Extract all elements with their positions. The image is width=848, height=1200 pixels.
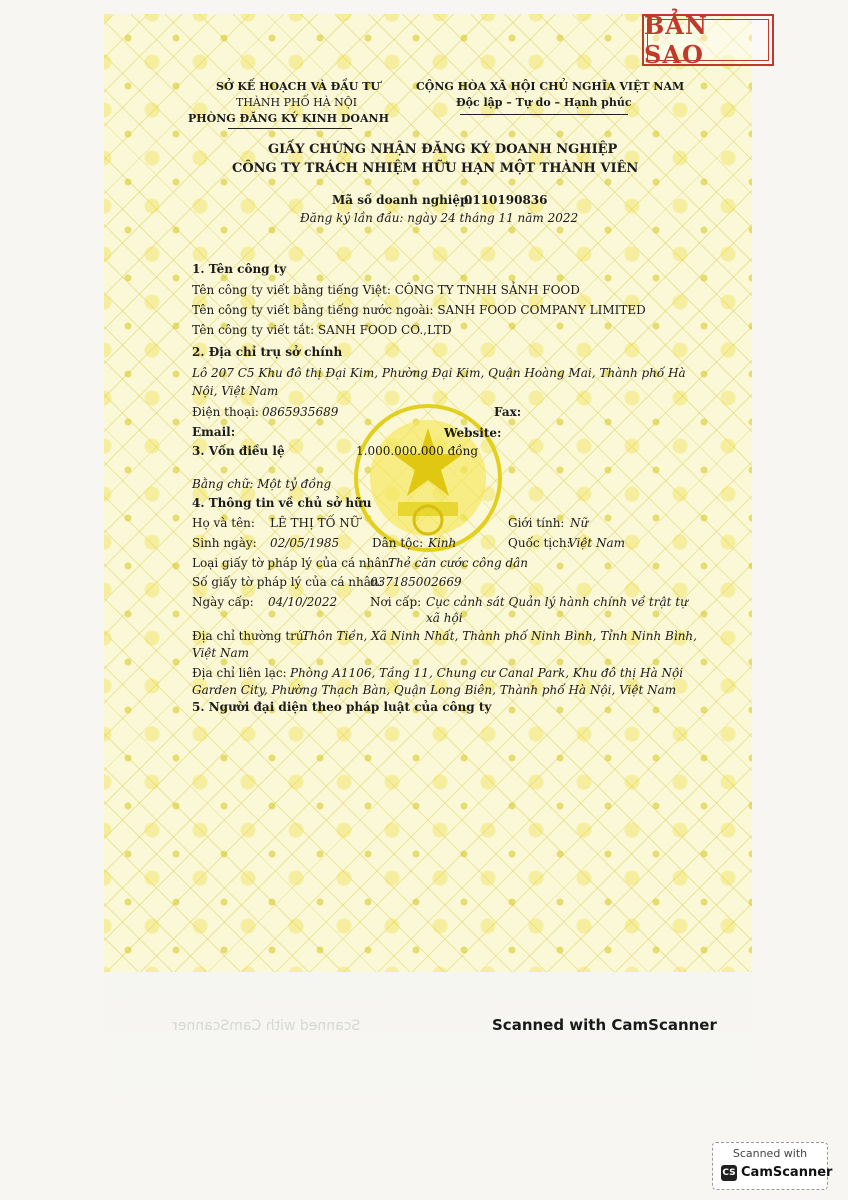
- dob-label: Sinh ngày:: [192, 536, 257, 550]
- enterprise-code-label: Mã số doanh nghiệp:: [332, 193, 473, 207]
- enterprise-code-value: 0110190836: [464, 193, 548, 207]
- certificate-title: GIẤY CHỨNG NHẬN ĐĂNG KÝ DOANH NGHIỆP: [268, 142, 618, 157]
- charter-capital-words: Bằng chữ: Một tỷ đồng: [192, 477, 332, 491]
- badge-caption: Scanned with: [732, 1147, 808, 1160]
- hq-address-line-2: Nội, Việt Nam: [192, 384, 279, 398]
- charter-capital-value: 1.000.000.000 đồng: [356, 444, 479, 458]
- dob-value: 02/05/1985: [270, 536, 340, 550]
- issue-place-line-1: Cục cảnh sát Quản lý hành chính về trật tự: [426, 595, 688, 609]
- id-number-value: 037185002669: [370, 575, 462, 589]
- issue-place-line-2: xã hội: [426, 611, 463, 625]
- scan-watermark: Scanned with CamScanner: [492, 1016, 717, 1034]
- badge-brand: CamScanner: [741, 1165, 833, 1180]
- phone-label: Điện thoại:: [192, 405, 259, 419]
- nationality-label: Quốc tịch:: [508, 536, 571, 550]
- issue-date-value: 04/10/2022: [268, 595, 338, 609]
- mirrored-scan-watermark: Scanned with CamScanner: [172, 1018, 361, 1034]
- permanent-address-line-1: Thôn Tiền, Xã Ninh Nhất, Thành phố Ninh Bình, Tỉnh Ninh Bình,: [302, 629, 697, 643]
- owner-name-value: LÊ THỊ TỐ NỮ: [270, 516, 360, 530]
- section-2-heading: 2. Địa chỉ trụ sở chính: [192, 345, 343, 359]
- contact-address-line-2: Garden City, Phường Thạch Bàn, Quận Long Biên, Thành phố Hà Nội, Việt Nam: [192, 683, 677, 697]
- authority-underline: [228, 128, 352, 129]
- phone-value: 0865935689: [262, 405, 339, 419]
- company-name-vn: Tên công ty viết bằng tiếng Việt: CÔNG TY TNHH SẢNH FOOD: [192, 283, 580, 297]
- page-margin: [104, 972, 752, 1122]
- contact-address-line-1: Phòng A1106, Tầng 11, Chung cư Canal Park, Khu đô thị Hà Nội: [290, 666, 684, 680]
- first-registration: Đăng ký lần đầu: ngày 24 tháng 11 năm 2022: [300, 211, 579, 225]
- authority-line-1: SỞ KẾ HOẠCH VÀ ĐẦU TƯ: [216, 80, 381, 93]
- camscanner-logo-icon: CS: [721, 1165, 737, 1181]
- id-type-value: Thẻ căn cước công dân: [388, 556, 529, 570]
- id-type-label: Loại giấy tờ pháp lý của cá nhân:: [192, 556, 394, 570]
- ethnicity-value: Kinh: [428, 536, 457, 550]
- company-type-title: CÔNG TY TRÁCH NHIỆM HỮU HẠN MỘT THÀNH VIÊN: [232, 161, 639, 176]
- permanent-address-label: Địa chỉ thường trú:: [192, 629, 308, 643]
- website-label: Website:: [444, 426, 502, 440]
- section-1-heading: 1. Tên công ty: [192, 262, 287, 276]
- company-name-short: Tên công ty viết tắt: SANH FOOD CO.,LTD: [192, 323, 452, 337]
- gender-label: Giới tính:: [508, 516, 565, 530]
- nation-motto: Độc lập – Tự do – Hạnh phúc: [456, 96, 632, 109]
- owner-name-label: Họ và tên:: [192, 516, 255, 530]
- nationality-value: Việt Nam: [568, 536, 626, 550]
- section-4-heading: 4. Thông tin về chủ sở hữu: [192, 496, 372, 510]
- section-5-heading: 5. Người đại diện theo pháp luật của công ty: [192, 700, 492, 714]
- gender-value: Nữ: [570, 516, 589, 530]
- fax-label: Fax:: [494, 405, 522, 419]
- nation-title: CỘNG HÒA XÃ HỘI CHỦ NGHĨA VIỆT NAM: [416, 80, 685, 93]
- issue-place-label: Nơi cấp:: [370, 595, 422, 609]
- ethnicity-label: Dân tộc:: [372, 536, 424, 550]
- authority-line-3: PHÒNG ĐĂNG KÝ KINH DOANH: [188, 112, 389, 125]
- id-number-label: Số giấy tờ pháp lý của cá nhân:: [192, 575, 383, 589]
- issue-date-label: Ngày cấp:: [192, 595, 254, 609]
- section-3-heading: 3. Vốn điều lệ: [192, 444, 285, 458]
- contact-address-label: Địa chỉ liên lạc:: [192, 666, 287, 680]
- permanent-address-line-2: Việt Nam: [192, 646, 250, 660]
- motto-underline: [460, 114, 628, 115]
- national-emblem-icon: [348, 398, 508, 558]
- hq-address-line-1: Lô 207 C5 Khu đô thị Đại Kim, Phường Đại Kim, Quận Hoàng Mai, Thành phố Hà: [192, 366, 686, 380]
- copy-stamp: BẢN SAO: [642, 14, 774, 66]
- company-name-foreign: Tên công ty viết bằng tiếng nước ngoài: SANH FOOD COMPANY LIMITED: [192, 303, 646, 317]
- camscanner-badge: [712, 1142, 833, 1190]
- authority-line-2: THÀNH PHỐ HÀ NỘI: [236, 96, 358, 109]
- email-label: Email:: [192, 425, 236, 439]
